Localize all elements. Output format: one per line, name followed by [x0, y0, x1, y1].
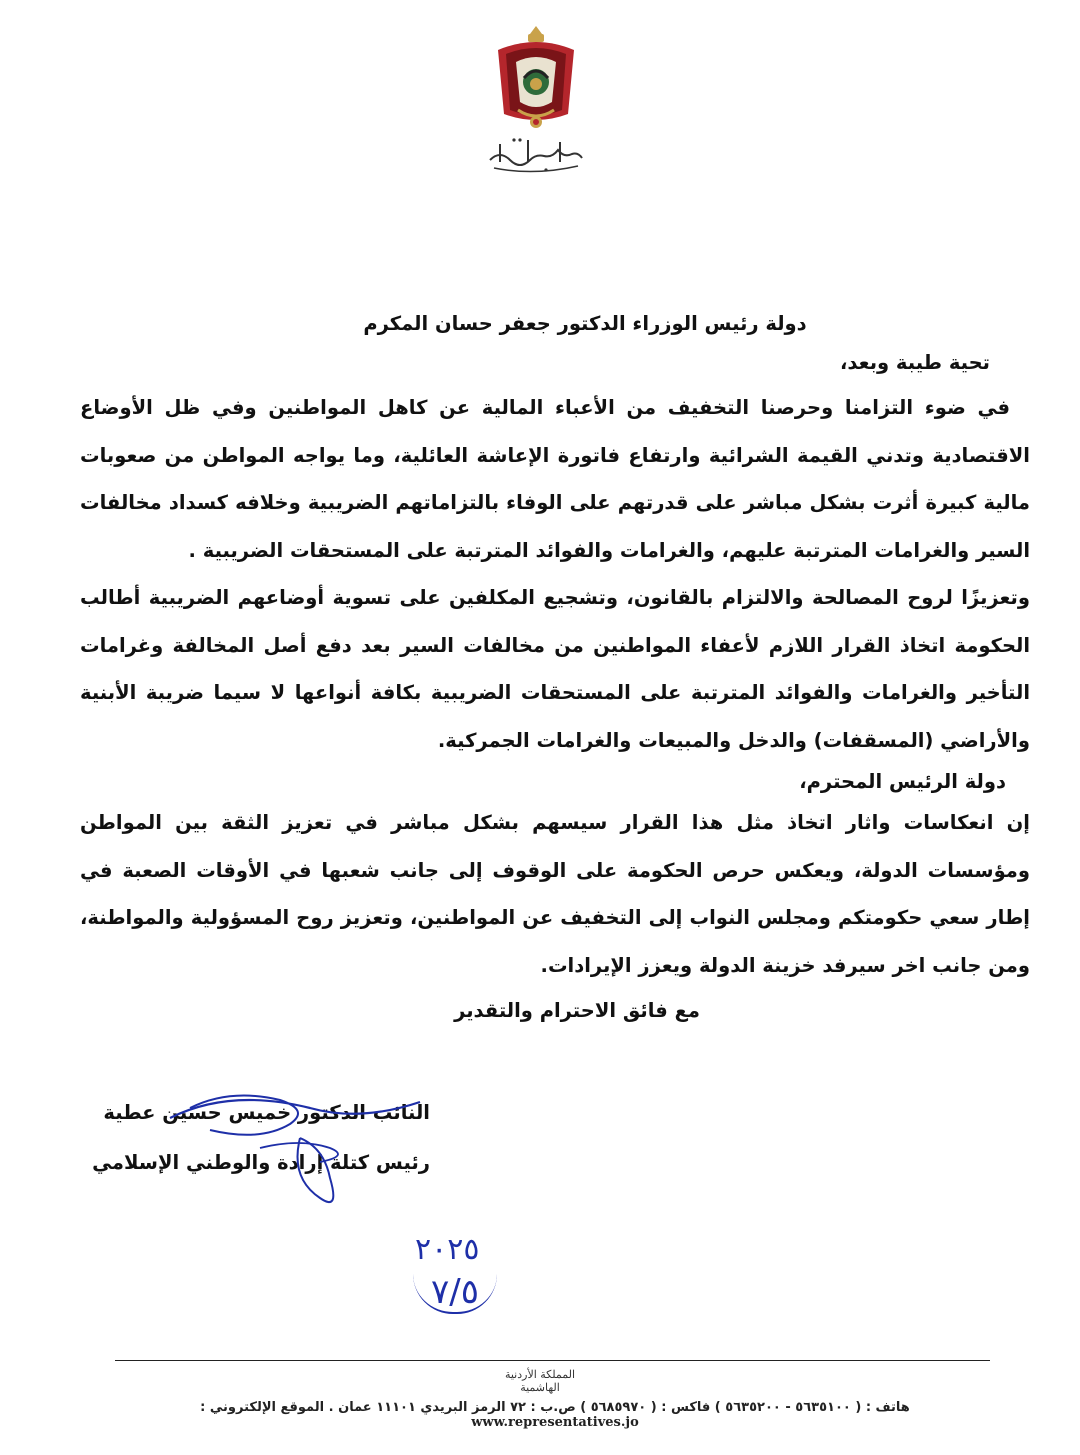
- footer-logo-text: المملكة الأردنية الهاشمية: [504, 1368, 576, 1394]
- address-line: دولة الرئيس المحترم،: [799, 770, 1006, 793]
- jordan-coat-of-arms-icon: [488, 22, 584, 132]
- handwritten-signature: [150, 1078, 430, 1228]
- greeting: تحية طيبة وبعد،: [840, 351, 990, 374]
- paragraph-3: إن انعكاسات واثار اتخاذ مثل هذا القرار سيسهم بشكل مباشر في تعزيز الثقة بين المواطن ومؤسسات الدولة، ويعكس حرص الحكومة على الوقوف إلى جانب شعبها في الأوقات الصعبة في إطار سعي حكومتكم ومجلس النواب إلى التخفيف عن المواطنين، وتعزيز روح المسؤولية والمواطنة، ومن جانب اخر سيرفد خزينة الدولة ويعزز الإيرادات.: [80, 811, 1030, 977]
- letter-body: [80, 300, 1030, 1022]
- council-logo: [470, 130, 600, 178]
- paragraph-1: في ضوء التزامنا وحرصنا التخفيف من الأعباء المالية عن كاهل المواطنين وفي ظل الأوضاع الاقتصادية وتدني القيمة الشرائية وارتفاع فاتورة الإعاشة العائلية، وما يواجه المواطن من صعوبات مالية كبيرة أثرت بشكل مباشر على قدرتهم على الوفاء بالتزاماتهم الضريبية وخلافه كسداد مخالفات السير والغرامات المترتبة عليهم، والغرامات والفوائد المترتبة على المستحقات الضريبية .: [80, 396, 1030, 562]
- closing-line: مع فائق الاحترام والتقدير: [454, 999, 700, 1022]
- footer-divider: [115, 1360, 990, 1361]
- signatory-name: النائب الدكتور خميس حسين عطية: [103, 1101, 430, 1124]
- handwritten-date: [395, 1232, 555, 1327]
- signatory-title: رئيس كتلة إرادة والوطني الإسلامي: [92, 1151, 430, 1174]
- footer-logo: [500, 1368, 580, 1394]
- handwritten-year: ٢٠٢٥: [415, 1232, 480, 1267]
- footer-contact: [140, 1400, 970, 1430]
- recipient-line: دولة رئيس الوزراء الدكتور جعفر حسان المكرم: [363, 312, 807, 335]
- handwritten-day-month: ٧/٥: [413, 1272, 497, 1314]
- footer-contact-details: هاتف : ( ٥٦٣٥١٠٠ - ٥٦٣٥٢٠٠ ) فاكس : ( ٥٦٨٥٩٧٠ ) ص.ب : ٧٢ الرمز البريدي ١١١٠١ عمان . الموقع الإلكتروني :: [200, 1400, 910, 1415]
- paragraph-2: وتعزيزًا لروح المصالحة والالتزام بالقانون، وتشجيع المكلفين على تسوية أوضاعهم الضريبية أطالب الحكومة اتخاذ القرار اللازم لأعفاء المواطنين من مخالفات السير بعد دفع أصل المخالفة وغرامات التأخير والغرامات والفوائد المترتبة على المستحقات الضريبية بكافة أنواعها لا سيما ضريبة الأبنية والأراضي (المسقفات) والدخل والمبيعات والغرامات الجمركية.: [80, 586, 1030, 752]
- footer-website-link[interactable]: www.representatives.jo: [471, 1415, 639, 1430]
